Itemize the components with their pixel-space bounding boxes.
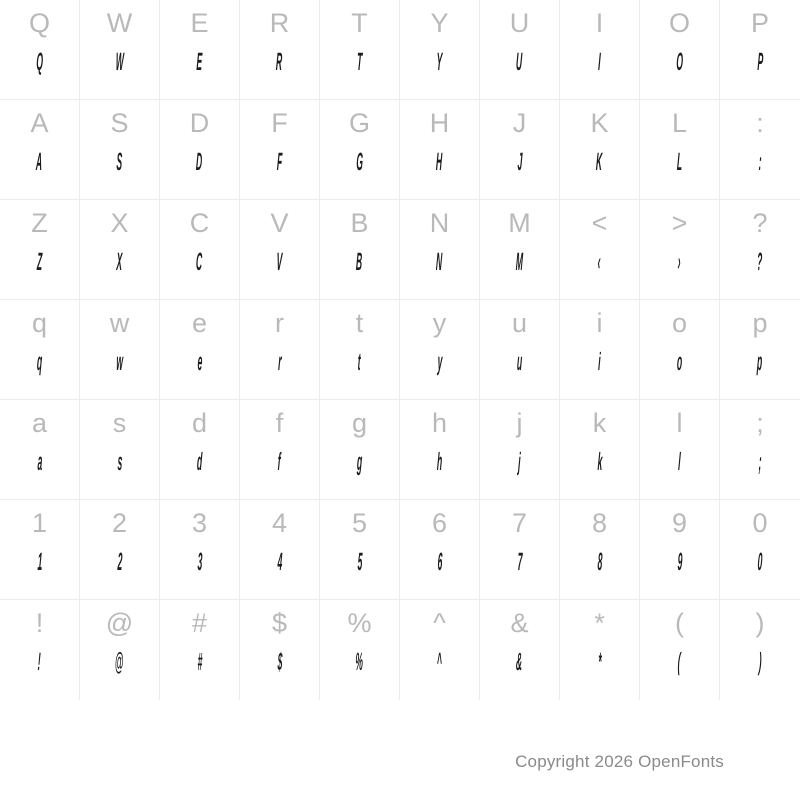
sample-glyph: H [436, 147, 444, 176]
glyph-cell [80, 200, 160, 300]
sample-glyph: ; [758, 447, 762, 476]
glyph-cell [160, 300, 240, 400]
reference-glyph: 8 [591, 507, 608, 538]
sample-glyph: F [276, 147, 283, 176]
glyph-cell [320, 500, 400, 600]
glyph-cell [80, 600, 160, 700]
glyph-cell [640, 100, 720, 200]
sample-glyph: V [276, 247, 283, 276]
glyph-cell [160, 400, 240, 500]
reference-glyph: W [106, 7, 133, 38]
sample-glyph: G [355, 147, 364, 176]
sample-glyph: D [196, 147, 204, 176]
reference-glyph: * [594, 607, 605, 638]
reference-glyph: u [511, 307, 528, 338]
reference-glyph: V [270, 207, 289, 238]
glyph-cell [320, 200, 400, 300]
glyph-cell [0, 300, 80, 400]
reference-glyph: 7 [511, 507, 528, 538]
sample-glyph: ‹ [597, 247, 602, 276]
sample-glyph: @ [114, 647, 125, 676]
glyph-cell [0, 400, 80, 500]
reference-glyph: 1 [31, 507, 48, 538]
glyph-cell [0, 600, 80, 700]
reference-glyph: I [595, 7, 604, 38]
glyph-cell [320, 100, 400, 200]
glyph-cell [720, 400, 800, 500]
glyph-cell [240, 500, 320, 600]
sample-glyph: * [597, 647, 602, 676]
sample-glyph: a [36, 447, 43, 476]
glyph-cell [400, 500, 480, 600]
glyph-cell [400, 300, 480, 400]
reference-glyph: X [110, 207, 129, 238]
reference-glyph: j [516, 407, 523, 438]
glyph-cell [480, 500, 560, 600]
reference-glyph: $ [271, 607, 288, 638]
reference-glyph: d [191, 407, 208, 438]
sample-glyph: Q [35, 47, 44, 76]
sample-glyph: Z [36, 247, 43, 276]
sample-glyph: U [516, 47, 524, 76]
glyph-cell [720, 0, 800, 100]
sample-glyph: 1 [36, 547, 43, 576]
glyph-cell [320, 0, 400, 100]
reference-glyph: C [189, 207, 210, 238]
glyph-cell [240, 300, 320, 400]
glyph-cell [720, 200, 800, 300]
reference-glyph: @ [105, 607, 134, 638]
reference-glyph: O [668, 7, 690, 38]
glyph-cell [560, 600, 640, 700]
reference-glyph: k [592, 407, 607, 438]
reference-glyph: g [351, 407, 368, 438]
reference-glyph: : [756, 107, 764, 138]
sample-glyph: l [677, 447, 682, 476]
reference-glyph: Z [31, 207, 48, 238]
glyph-cell [720, 500, 800, 600]
reference-glyph: Q [28, 7, 50, 38]
glyph-cell [0, 500, 80, 600]
sample-glyph: E [196, 47, 203, 76]
reference-glyph: e [191, 307, 208, 338]
glyph-cell [240, 100, 320, 200]
reference-glyph: s [112, 407, 127, 438]
sample-glyph: 3 [196, 547, 203, 576]
sample-glyph: % [355, 647, 364, 676]
reference-glyph: D [189, 107, 210, 138]
reference-glyph: & [510, 607, 529, 638]
glyph-cell [80, 500, 160, 600]
reference-glyph: E [190, 7, 209, 38]
glyph-cell [400, 600, 480, 700]
glyph-cell [400, 0, 480, 100]
glyph-cell [480, 300, 560, 400]
glyph-cell [720, 600, 800, 700]
reference-glyph: w [109, 307, 130, 338]
glyph-cell [160, 0, 240, 100]
glyph-cell [560, 500, 640, 600]
sample-glyph: i [597, 347, 602, 376]
glyph-cell [80, 400, 160, 500]
sample-glyph: & [516, 647, 524, 676]
reference-glyph: H [429, 107, 450, 138]
reference-glyph: h [431, 407, 448, 438]
sample-glyph: : [758, 147, 762, 176]
reference-glyph: 0 [752, 507, 768, 538]
glyph-cell [400, 100, 480, 200]
reference-glyph: l [676, 407, 683, 438]
glyph-cell [80, 300, 160, 400]
sample-glyph: C [196, 247, 204, 276]
reference-glyph: ^ [433, 607, 446, 638]
sample-glyph: ^ [436, 647, 443, 676]
reference-glyph: 9 [671, 507, 688, 538]
sample-glyph: $ [276, 647, 283, 676]
reference-glyph: f [275, 407, 284, 438]
sample-glyph: 7 [516, 547, 523, 576]
reference-glyph: S [110, 107, 129, 138]
glyph-cell [560, 300, 640, 400]
sample-glyph: ! [37, 647, 42, 676]
sample-glyph: w [115, 347, 124, 376]
reference-glyph: ; [756, 407, 764, 438]
reference-glyph: M [508, 207, 531, 238]
glyph-cell [560, 0, 640, 100]
sample-glyph: 4 [276, 547, 283, 576]
sample-glyph: I [597, 47, 602, 76]
glyph-cell [320, 600, 400, 700]
sample-glyph: t [357, 347, 362, 376]
reference-glyph: G [348, 107, 370, 138]
sample-glyph: p [757, 347, 764, 376]
sample-glyph: u [516, 347, 523, 376]
glyph-cell [480, 400, 560, 500]
reference-glyph: B [350, 207, 369, 238]
glyph-cell [320, 300, 400, 400]
glyph-cell [640, 200, 720, 300]
reference-glyph: q [31, 307, 48, 338]
sample-glyph: o [676, 347, 683, 376]
reference-glyph: ) [755, 607, 765, 638]
sample-glyph: X [116, 247, 123, 276]
sample-glyph: Y [436, 47, 443, 76]
sample-glyph: q [36, 347, 43, 376]
glyph-cell [480, 100, 560, 200]
sample-glyph: 5 [356, 547, 363, 576]
reference-glyph: 4 [271, 507, 288, 538]
glyph-cell [400, 400, 480, 500]
reference-glyph: F [271, 107, 288, 138]
sample-glyph: K [596, 147, 604, 176]
glyph-cell [160, 200, 240, 300]
sample-glyph: g [356, 447, 363, 476]
sample-glyph: j [517, 447, 522, 476]
sample-glyph: L [676, 147, 683, 176]
reference-glyph: L [671, 107, 688, 138]
glyph-cell [160, 500, 240, 600]
reference-glyph: ( [675, 607, 684, 638]
sample-glyph: P [756, 47, 764, 76]
reference-glyph: o [671, 307, 688, 338]
sample-glyph: T [356, 47, 363, 76]
glyph-cell [480, 600, 560, 700]
sample-glyph: O [675, 47, 684, 76]
glyph-cell [480, 0, 560, 100]
reference-glyph: t [355, 307, 364, 338]
reference-glyph: > [671, 207, 688, 238]
sample-glyph: h [436, 447, 443, 476]
sample-glyph: R [276, 47, 284, 76]
glyph-cell [560, 100, 640, 200]
sample-glyph: ( [677, 647, 682, 676]
sample-glyph: k [596, 447, 603, 476]
glyph-cell [640, 300, 720, 400]
sample-glyph: r [277, 347, 282, 376]
glyph-cell [0, 0, 80, 100]
glyph-cell [0, 200, 80, 300]
sample-glyph: ? [757, 247, 764, 276]
glyph-cell [240, 200, 320, 300]
sample-glyph: # [196, 647, 203, 676]
glyph-cell [240, 400, 320, 500]
sample-glyph: S [116, 147, 123, 176]
sample-glyph: M [515, 247, 524, 276]
reference-glyph: T [351, 7, 368, 38]
sample-glyph: e [196, 347, 203, 376]
glyph-cell [240, 0, 320, 100]
sample-glyph: W [115, 47, 124, 76]
glyph-cell [640, 0, 720, 100]
sample-glyph: y [436, 347, 443, 376]
glyph-cell [160, 600, 240, 700]
sample-glyph: 2 [116, 547, 123, 576]
glyph-cell [320, 400, 400, 500]
reference-glyph: y [432, 307, 447, 338]
reference-glyph: a [31, 407, 48, 438]
glyph-cell [640, 500, 720, 600]
sample-glyph: B [356, 247, 364, 276]
sample-glyph: A [36, 147, 44, 176]
glyph-cell [720, 300, 800, 400]
glyph-cell [160, 100, 240, 200]
reference-glyph: Y [430, 7, 449, 38]
reference-glyph: J [512, 107, 527, 138]
sample-glyph: › [677, 247, 682, 276]
sample-glyph: 9 [676, 547, 683, 576]
reference-glyph: 3 [191, 507, 208, 538]
glyph-cell [720, 100, 800, 200]
reference-glyph: < [591, 207, 608, 238]
copyright-notice: Copyright 2026 OpenFonts [515, 752, 724, 771]
glyph-cell [400, 200, 480, 300]
sample-glyph: f [277, 447, 282, 476]
glyph-cell [80, 0, 160, 100]
sample-glyph: 6 [436, 547, 443, 576]
reference-glyph: 5 [351, 507, 368, 538]
glyph-cell [560, 200, 640, 300]
glyph-cell [240, 600, 320, 700]
sample-glyph: ) [758, 647, 762, 676]
reference-glyph: 2 [111, 507, 128, 538]
glyph-cell [640, 600, 720, 700]
reference-glyph: A [30, 107, 49, 138]
sample-glyph: J [516, 147, 523, 176]
reference-glyph: K [590, 107, 609, 138]
reference-glyph: r [275, 307, 284, 338]
reference-glyph: P [750, 7, 769, 38]
sample-glyph: s [116, 447, 123, 476]
reference-glyph: i [596, 307, 603, 338]
reference-glyph: N [429, 207, 450, 238]
sample-glyph: 8 [596, 547, 603, 576]
reference-glyph: 6 [431, 507, 448, 538]
glyph-cell [640, 400, 720, 500]
reference-glyph: # [191, 607, 208, 638]
reference-glyph: ? [752, 207, 768, 238]
glyph-cell [0, 100, 80, 200]
glyph-cell [80, 100, 160, 200]
sample-glyph: N [436, 247, 444, 276]
reference-glyph: U [509, 7, 530, 38]
reference-glyph: R [269, 7, 290, 38]
glyph-cell [560, 400, 640, 500]
reference-glyph: p [752, 307, 768, 338]
sample-glyph: 0 [757, 547, 763, 576]
sample-glyph: d [196, 447, 203, 476]
reference-glyph: % [347, 607, 372, 638]
reference-glyph: ! [35, 607, 44, 638]
glyph-cell [480, 200, 560, 300]
